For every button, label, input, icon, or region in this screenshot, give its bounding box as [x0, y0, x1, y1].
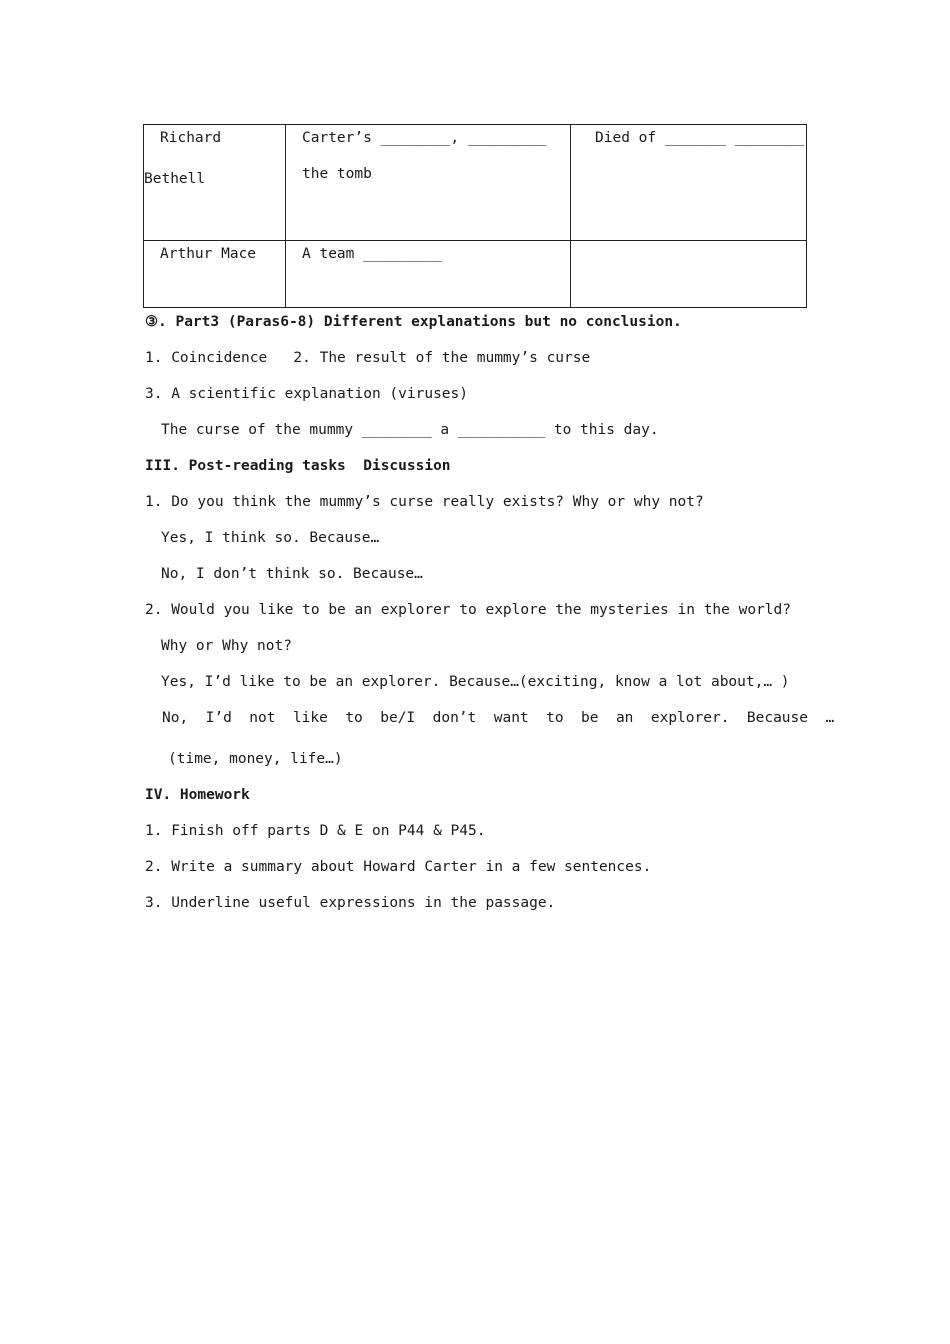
homework-item: 2. Write a summary about Howard Carter in a few sentences.	[145, 859, 652, 875]
table-row	[144, 241, 807, 308]
deed-line-2: the tomb	[302, 166, 372, 182]
name-line-1: Richard	[160, 130, 222, 146]
question-2: 2. Would you like to be an explorer to explore the mysteries in the world?	[145, 602, 792, 618]
question-1-yes: Yes, I think so. Because…	[161, 530, 380, 546]
homework-item: 3. Underline useful expressions in the passage.	[145, 895, 556, 911]
homework-heading: IV. Homework	[145, 787, 250, 803]
question-2-continued: Why or Why not?	[161, 638, 292, 654]
fate-text: Died of _______ ________	[595, 130, 805, 146]
table-cell-fate	[571, 241, 807, 308]
name-line-1: Arthur Mace	[160, 246, 257, 262]
explorers-table	[143, 124, 807, 308]
part3-line-1: 1. Coincidence 2. The result of the mummy’s curse	[145, 350, 591, 366]
table-cell-name	[144, 241, 286, 308]
table-cell-deed	[286, 241, 571, 308]
question-2-yes: Yes, I’d like to be an explorer. Because…(exciting, know a lot about,… )	[161, 674, 790, 690]
question-2-no: No, I’d not like to be/I don’t want to be an explorer. Because …	[162, 710, 835, 726]
question-1-no: No, I don’t think so. Because…	[161, 566, 423, 582]
table-cell-name	[144, 125, 286, 241]
table-cell-deed	[286, 125, 571, 241]
deed-line-1: Carter’s ________, _________	[302, 130, 547, 146]
post-reading-heading: III. Post-reading tasks Discussion	[145, 458, 451, 474]
table-row	[144, 125, 807, 241]
part3-line-2: 3. A scientific explanation (viruses)	[145, 386, 469, 402]
part3-heading: ③. Part3 (Paras6-8) Different explanations but no conclusion.	[145, 314, 682, 330]
homework-item: 1. Finish off parts D & E on P44 & P45.	[145, 823, 486, 839]
question-2-no-continued: (time, money, life…)	[168, 751, 343, 767]
table-cell-fate	[571, 125, 807, 241]
name-line-2: Bethell	[144, 171, 206, 187]
part3-line-3: The curse of the mummy ________ a __________ to this day.	[161, 422, 659, 438]
deed-line-1: A team _________	[302, 246, 442, 262]
question-1: 1. Do you think the mummy’s curse really exists? Why or why not?	[145, 494, 704, 510]
